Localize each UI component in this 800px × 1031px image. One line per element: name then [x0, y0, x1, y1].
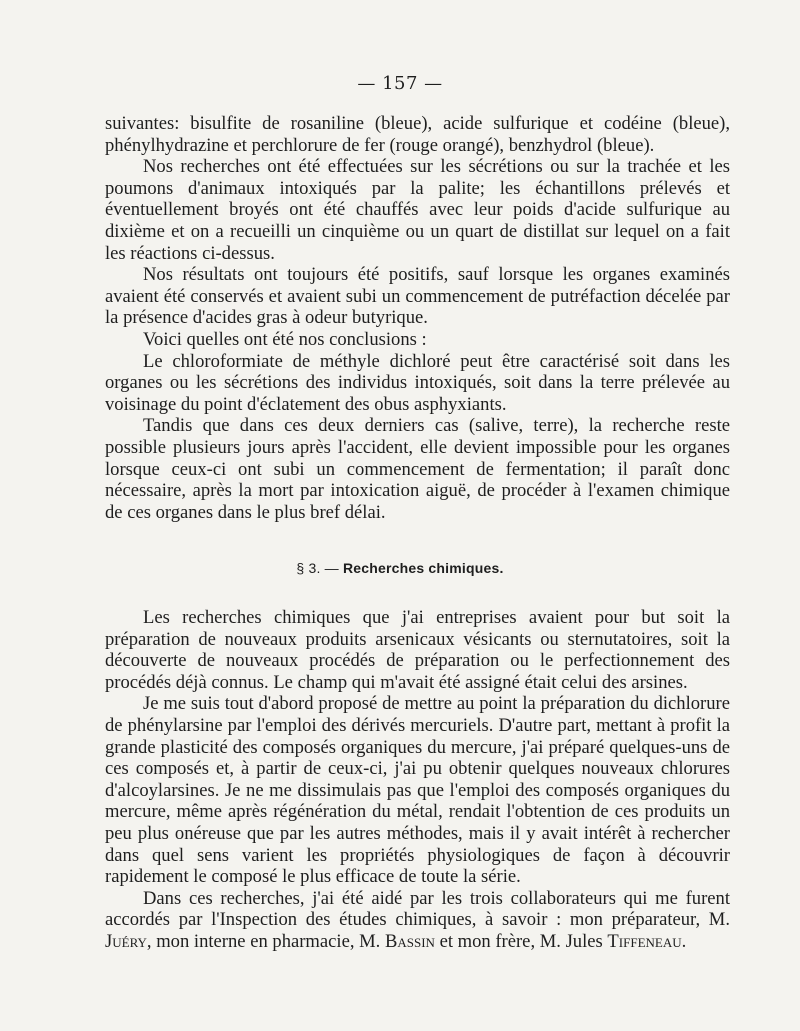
- paragraph: Je me suis tout d'abord proposé de mettre au point la préparation du dichlorure de phénylarsine par l'emploi des dérivés mercuriels. D'autre part, mettant à profit la grande plasticité des composés organiques du mercure, j'ai préparé quelques-uns de ces composés et, à partir de ceux-ci, j'ai pu obtenir quelques nouveaux chlorures d'alcoylarsines. Je ne me dissimulais pas que l'emploi des composés organiques du mercure, même après régénération du métal, rendait l'obtention de ces produits un peu plus onéreuse que par les autres méthodes, mais il y avait intérêt à rechercher dans quel sens varient les propriétés physiologiques de façon à découvrir rapidement le composé le plus efficace de toute la série.: [105, 693, 730, 888]
- ack-text: et mon frère, M. Jules: [434, 930, 603, 952]
- paragraph: Les recherches chimiques que j'ai entreprises avaient pour but soit la préparation de nouveaux produits arsenicaux vésicants ou sternutatoires, soit la découverte de nouveaux procédés de préparation ou le perfectionnement des procédés déjà connus. Le champ qui m'avait été assigné était celui des arsines.: [105, 607, 730, 693]
- paragraph: Voici quelles ont été nos conclusions :: [143, 328, 427, 350]
- section-number: § 3. —: [296, 560, 339, 576]
- person-name: Bassin: [384, 930, 435, 952]
- paragraph: Nos résultats ont toujours été positifs, sauf lorsque les organes examinés avaient été conservés et avaient subi un commencement de putréfaction décelée par la présence d'acides gras à odeur butyrique.: [105, 264, 730, 329]
- text-block-top: [105, 113, 730, 523]
- paragraph: suivantes: bisulfite de rosaniline (bleue), acide sulfurique et codéine (bleue), phénylhydrazine et perchlorure de fer (rouge orangé), benzhydrol (bleue).: [105, 113, 730, 156]
- paragraph: Nos recherches ont été effectuées sur les sécrétions ou sur la trachée et les poumons d'animaux intoxiqués par la palite; les échantillons prélevés et éventuellement broyés ont été chauffés avec leur poids d'acide sulfurique au dixième et on a recueilli un cinquième ou un quart de distillat sur lequel on a fait les réactions ci-dessus.: [105, 156, 730, 264]
- person-name: Tiffeneau: [607, 930, 682, 952]
- text-block-bottom: [105, 607, 730, 953]
- ack-text: , mon interne en pharmacie, M.: [146, 930, 381, 952]
- paragraph: Tandis que dans ces deux derniers cas (salive, terre), la recherche reste possible plusieurs jours après l'accident, elle devient impossible pour les organes lorsque ceux-ci ont subi un commencement de fermentation; il paraît donc nécessaire, après la mort par intoxication aiguë, de procéder à l'examen chimique de ces organes dans le plus bref délai.: [105, 415, 730, 523]
- ack-end: .: [681, 930, 687, 952]
- person-name: Juéry: [105, 930, 147, 952]
- page-number: — 157 —: [357, 73, 443, 94]
- ack-lead: Dans ces recherches, j'ai été aidé par les trois collaborateurs qui me furent accordés par l'Inspection des études chimiques, à savoir : mon préparateur, M.: [105, 887, 730, 931]
- section-heading: [0, 560, 800, 576]
- section-title: Recherches chimiques.: [342, 560, 504, 576]
- paragraph-acknowledgement: [105, 888, 730, 953]
- paragraph: Le chloroformiate de méthyle dichloré peut être caractérisé soit dans les organes ou les sécrétions des individus intoxiqués, soit dans la terre prélevée au voisinage du point d'éclatement des obus asphyxiants.: [105, 350, 730, 415]
